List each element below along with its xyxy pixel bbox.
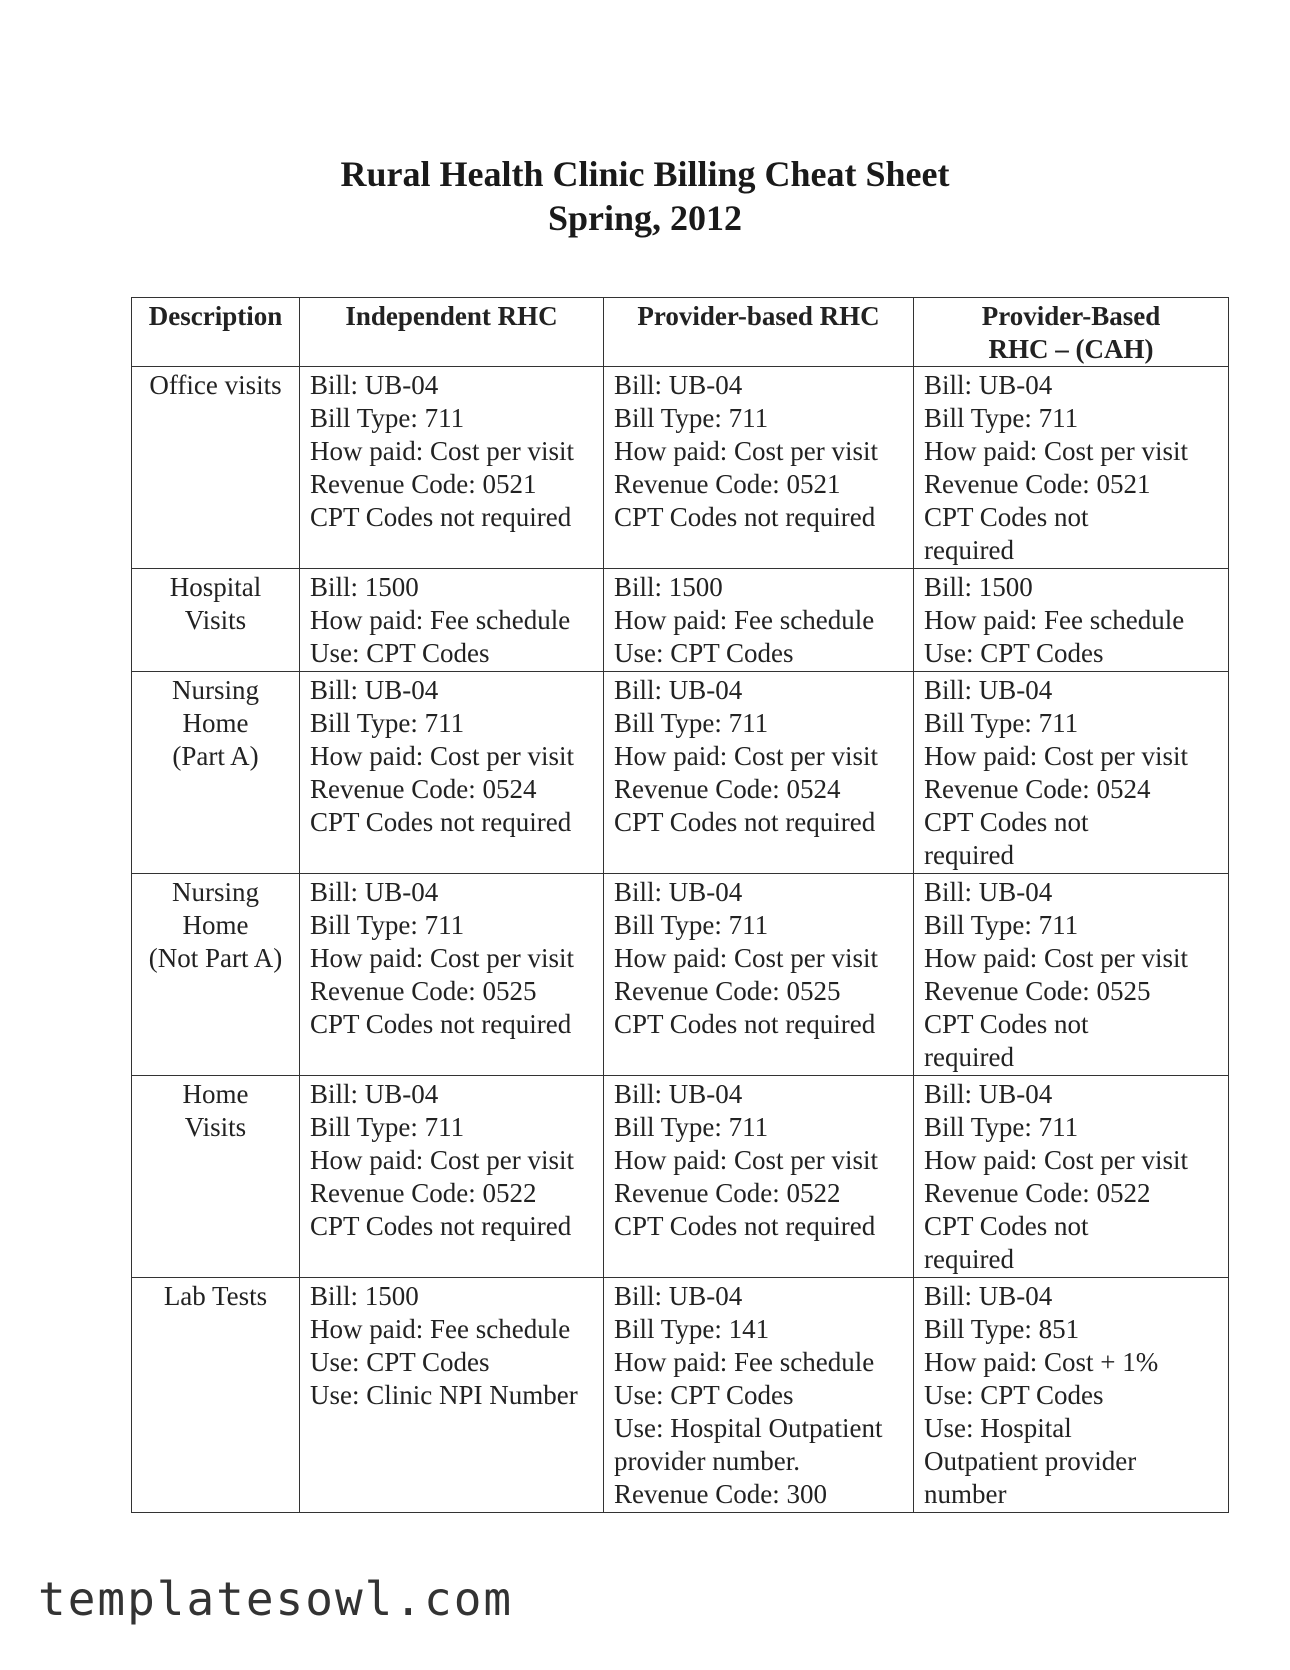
cell-line: Revenue Code: 0525 — [310, 976, 537, 1006]
cell-line: Bill Type: 711 — [924, 910, 1079, 940]
cell-line: How paid: Cost per visit — [614, 1145, 878, 1175]
cell-line: Revenue Code: 0522 — [310, 1178, 537, 1208]
cell-line: Use: CPT Codes — [614, 1380, 794, 1410]
cell-line: Bill: UB-04 — [614, 1281, 743, 1311]
cell-line: Bill Type: 711 — [614, 1112, 769, 1142]
cell-line: Bill: UB-04 — [310, 675, 439, 705]
cell-line: Nursing — [172, 877, 259, 907]
cell-line: Bill Type: 711 — [924, 1112, 1079, 1142]
cell-line: Bill: UB-04 — [924, 1281, 1053, 1311]
cell-line: Bill: UB-04 — [614, 877, 743, 907]
header-row — [132, 298, 1229, 367]
cell-provider-based-rhc — [604, 874, 914, 1076]
cell-line: Revenue Code: 0521 — [614, 469, 841, 499]
cell-line: CPT Codes not required — [614, 807, 876, 837]
header-provider-based-cah — [914, 298, 1229, 367]
cell-line: How paid: Cost + 1% — [924, 1347, 1159, 1377]
cell-provider-based-cah — [914, 874, 1229, 1076]
cell-line: Lab Tests — [163, 1281, 268, 1311]
cell-line: Outpatient provider — [924, 1446, 1137, 1476]
cell-line: Use: Clinic NPI Number — [310, 1380, 578, 1410]
cell-line: Use: CPT Codes — [310, 638, 490, 668]
cell-line: CPT Codes not — [924, 1009, 1089, 1039]
header-description: Description — [132, 298, 300, 367]
cell-line: How paid: Cost per visit — [614, 943, 878, 973]
cell-provider-based-rhc — [604, 1076, 914, 1278]
cell-line: required — [924, 1042, 1014, 1072]
cell-line: Bill: 1500 — [310, 572, 419, 602]
cell-line: Revenue Code: 0524 — [924, 774, 1151, 804]
cell-line: Use: Hospital Outpatient — [614, 1413, 883, 1443]
cell-line: Revenue Code: 300 — [614, 1479, 827, 1509]
cell-provider-based-rhc — [604, 1278, 914, 1513]
document-title: Rural Health Clinic Billing Cheat Sheet — [340, 154, 950, 194]
cell-line: (Not Part A) — [148, 943, 283, 973]
cell-line: Revenue Code: 0522 — [614, 1178, 841, 1208]
cell-line: Revenue Code: 0524 — [614, 774, 841, 804]
cell-line: Bill Type: 141 — [614, 1314, 770, 1344]
cell-provider-based-rhc — [604, 367, 914, 569]
cell-line: How paid: Cost per visit — [310, 741, 574, 771]
cell-description — [132, 367, 300, 569]
cell-line: How paid: Fee schedule — [310, 605, 571, 635]
cell-line: How paid: Cost per visit — [924, 741, 1188, 771]
cell-independent-rhc — [300, 367, 604, 569]
cell-line: How paid: Cost per visit — [310, 436, 574, 466]
cell-line: Office visits — [149, 370, 282, 400]
cell-line: Bill: UB-04 — [924, 675, 1053, 705]
cell-line: Bill: UB-04 — [310, 370, 439, 400]
cell-independent-rhc — [300, 1076, 604, 1278]
cell-independent-rhc — [300, 569, 604, 672]
cell-line: How paid: Cost per visit — [310, 1145, 574, 1175]
cell-description — [132, 874, 300, 1076]
cell-line: How paid: Fee schedule — [924, 605, 1185, 635]
cell-line: Visits — [184, 1112, 247, 1142]
cell-line: Bill Type: 711 — [310, 1112, 465, 1142]
cell-line: Bill Type: 711 — [924, 403, 1079, 433]
table-row — [132, 874, 1229, 1076]
cell-line: Use: Hospital — [924, 1413, 1072, 1443]
cell-provider-based-cah — [914, 672, 1229, 874]
cell-provider-based-rhc — [604, 569, 914, 672]
cell-line: Bill: UB-04 — [924, 877, 1053, 907]
cell-description — [132, 672, 300, 874]
cell-line: Bill Type: 711 — [924, 708, 1079, 738]
cell-line: CPT Codes not required — [614, 502, 876, 532]
cell-line: CPT Codes not — [924, 807, 1089, 837]
cell-line: How paid: Fee schedule — [614, 605, 875, 635]
cell-line: number — [924, 1479, 1007, 1509]
cell-line: How paid: Cost per visit — [310, 943, 574, 973]
table-row — [132, 672, 1229, 874]
cell-line: Bill Type: 711 — [310, 403, 465, 433]
cell-line: Use: CPT Codes — [614, 638, 794, 668]
header-cah-line1: Provider-Based — [981, 301, 1161, 331]
cell-line: provider number. — [614, 1446, 800, 1476]
cell-line: Use: CPT Codes — [310, 1347, 490, 1377]
cell-line: Home — [182, 708, 249, 738]
document-subtitle: Spring, 2012 — [547, 198, 743, 238]
cell-line: How paid: Cost per visit — [614, 741, 878, 771]
cell-line: Home — [182, 910, 249, 940]
cell-line: Bill: UB-04 — [614, 370, 743, 400]
cell-line: required — [924, 535, 1014, 565]
cell-provider-based-cah — [914, 367, 1229, 569]
cell-independent-rhc — [300, 1278, 604, 1513]
cell-line: Bill: UB-04 — [614, 1079, 743, 1109]
cell-line: Visits — [184, 605, 247, 635]
cell-line: Bill Type: 711 — [614, 708, 769, 738]
billing-table — [131, 297, 1229, 1513]
cell-line: (Part A) — [172, 741, 259, 771]
cell-provider-based-cah — [914, 569, 1229, 672]
cell-line: Revenue Code: 0522 — [924, 1178, 1151, 1208]
cell-line: How paid: Cost per visit — [924, 1145, 1188, 1175]
cell-line: CPT Codes not — [924, 502, 1089, 532]
table-row — [132, 569, 1229, 672]
table-row — [132, 367, 1229, 569]
watermark-footer: templatesowl.com — [38, 1572, 514, 1626]
cell-line: Bill Type: 711 — [614, 403, 769, 433]
cell-line: Bill: 1500 — [924, 572, 1033, 602]
cell-line: Nursing — [172, 675, 259, 705]
cell-provider-based-cah — [914, 1076, 1229, 1278]
cell-line: Bill Type: 711 — [310, 708, 465, 738]
cell-line: How paid: Cost per visit — [924, 436, 1188, 466]
cell-description — [132, 569, 300, 672]
cell-independent-rhc — [300, 874, 604, 1076]
header-provider-based-rhc: Provider-based RHC — [604, 298, 914, 367]
cell-line: Bill: 1500 — [310, 1281, 419, 1311]
cell-line: CPT Codes not — [924, 1211, 1089, 1241]
cell-line: Bill: 1500 — [614, 572, 723, 602]
cell-line: CPT Codes not required — [310, 1211, 572, 1241]
header-independent-rhc: Independent RHC — [300, 298, 604, 367]
cell-line: CPT Codes not required — [614, 1009, 876, 1039]
cell-line: required — [924, 1244, 1014, 1274]
header-cah-line2: RHC – (CAH) — [988, 334, 1154, 364]
cell-line: CPT Codes not required — [310, 1009, 572, 1039]
cell-description — [132, 1076, 300, 1278]
cell-line: Bill Type: 711 — [310, 910, 465, 940]
cell-line: Bill: UB-04 — [310, 1079, 439, 1109]
cell-line: CPT Codes not required — [310, 502, 572, 532]
cell-line: Revenue Code: 0525 — [614, 976, 841, 1006]
cell-line: Bill: UB-04 — [614, 675, 743, 705]
cell-provider-based-rhc — [604, 672, 914, 874]
cell-line: How paid: Cost per visit — [614, 436, 878, 466]
cell-line: Use: CPT Codes — [924, 1380, 1104, 1410]
table-row — [132, 1076, 1229, 1278]
table-row — [132, 1278, 1229, 1513]
cell-line: Home — [182, 1079, 249, 1109]
cell-line: CPT Codes not required — [310, 807, 572, 837]
cell-line: Use: CPT Codes — [924, 638, 1104, 668]
cell-line: Revenue Code: 0524 — [310, 774, 537, 804]
cell-line: Bill Type: 711 — [614, 910, 769, 940]
cell-line: Hospital — [169, 572, 262, 602]
cell-line: How paid: Fee schedule — [310, 1314, 571, 1344]
cell-line: Bill Type: 851 — [924, 1314, 1080, 1344]
cell-independent-rhc — [300, 672, 604, 874]
cell-provider-based-cah — [914, 1278, 1229, 1513]
cell-description — [132, 1278, 300, 1513]
cell-line: required — [924, 840, 1014, 870]
cell-line: How paid: Fee schedule — [614, 1347, 875, 1377]
cell-line: How paid: Cost per visit — [924, 943, 1188, 973]
cell-line: Bill: UB-04 — [924, 1079, 1053, 1109]
cell-line: Revenue Code: 0521 — [924, 469, 1151, 499]
cell-line: Bill: UB-04 — [924, 370, 1053, 400]
cell-line: Revenue Code: 0521 — [310, 469, 537, 499]
cell-line: CPT Codes not required — [614, 1211, 876, 1241]
cell-line: Revenue Code: 0525 — [924, 976, 1151, 1006]
cell-line: Bill: UB-04 — [310, 877, 439, 907]
